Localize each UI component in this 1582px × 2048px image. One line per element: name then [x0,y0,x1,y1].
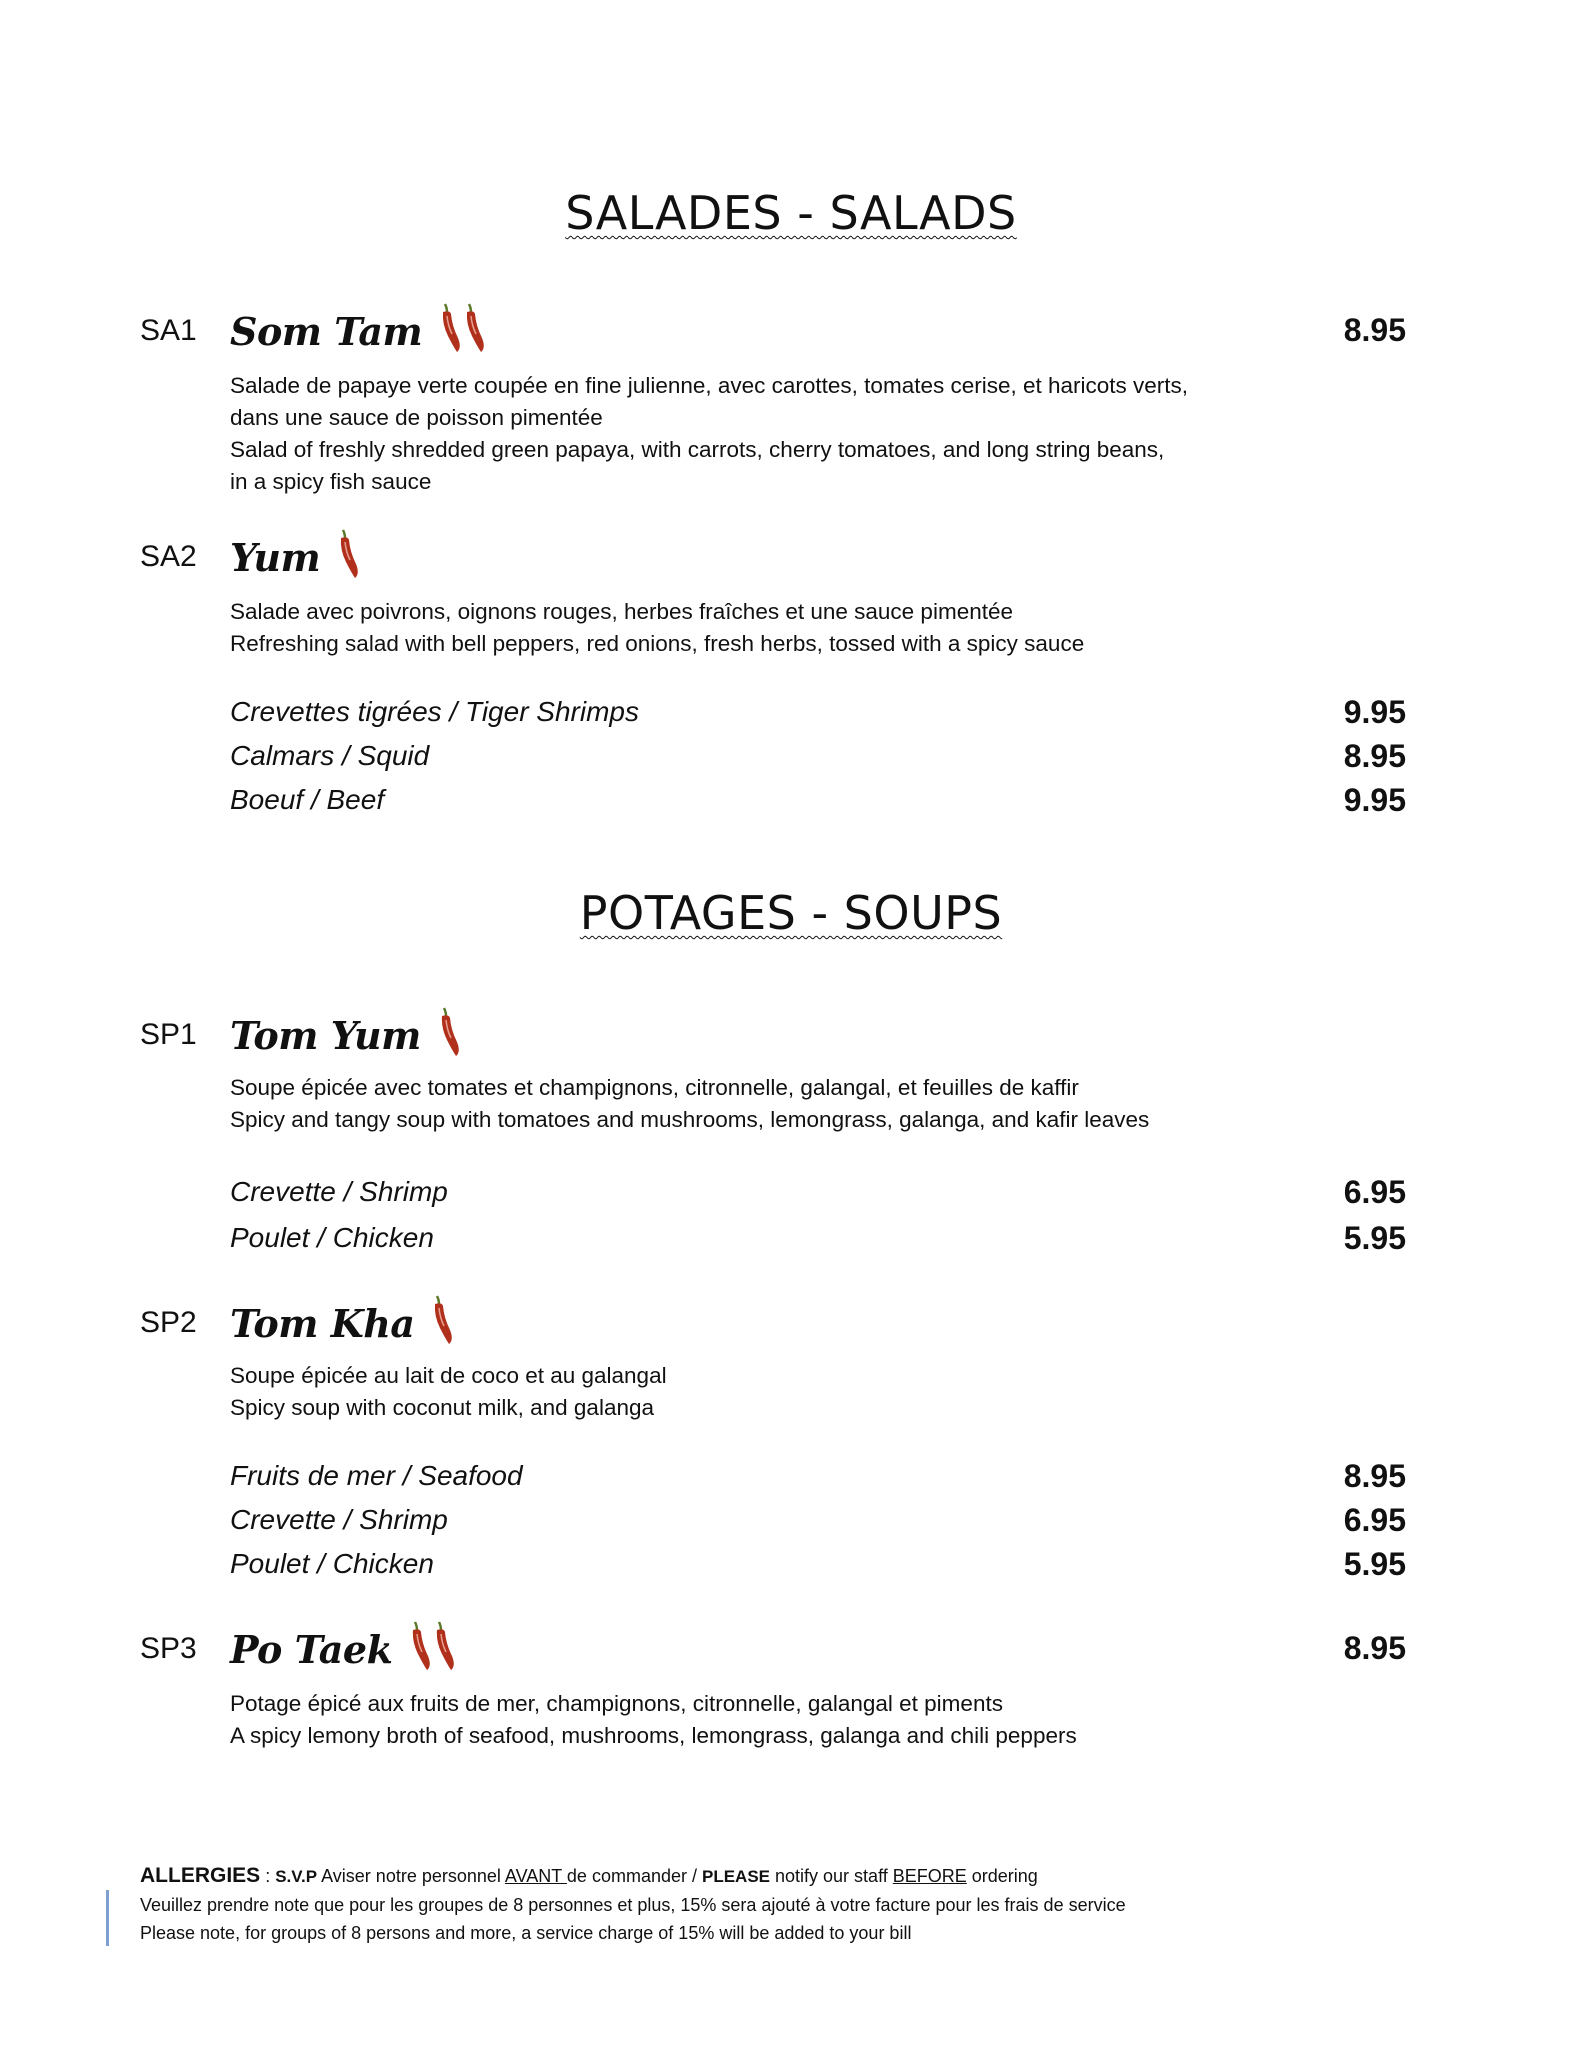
chili-spice-icons [430,1294,454,1346]
dish-name-tom-yum [230,1006,461,1058]
option-label: Crevette / Shrimp [230,1176,448,1207]
option-price: 5.95 [1343,1220,1406,1256]
dish-name-text: Tom Yum [230,1013,421,1058]
description-line: Salad of freshly shredded green papaya, with carrots, cherry tomatoes, and long string beans, [230,437,1165,462]
chili-spice-icons [438,302,486,354]
option-label: Fruits de mer / Seafood [230,1460,523,1491]
item-description [230,1360,667,1424]
allergies-fr-pre: Aviser notre personnel [317,1866,505,1886]
dish-name-som-tam [230,302,486,354]
description-line: Soupe épicée au lait de coco et au galangal [230,1363,667,1388]
allergies-line [140,1862,1126,1891]
option-price: 9.95 [1343,694,1406,730]
item-code: SA2 [140,540,197,573]
allergies-label: ALLERGIES [140,1864,261,1887]
item-description [230,370,1188,498]
service-charge-fr: Veuillez prendre note que pour les groupes de 8 personnes et plus, 15% sera ajouté à votre facture pour les frais de service [140,1895,1126,1915]
dish-name-tom-kha [230,1294,454,1346]
option-price: 6.95 [1343,1502,1406,1538]
option-price: 5.95 [1343,1546,1406,1582]
option-label: Crevette / Shrimp [230,1504,448,1535]
chili-pepper-icon [336,528,360,580]
item-description [230,1072,1149,1136]
please-text: PLEASE [701,1867,771,1886]
option-price: 8.95 [1343,1458,1406,1494]
dish-name-text: Tom Kha [230,1301,415,1346]
chili-spice-icons [437,1006,461,1058]
option-price: 9.95 [1343,782,1406,818]
dish-name-text: Yum [230,535,321,580]
chili-pepper-icon [408,1620,432,1672]
description-line: Soupe épicée avec tomates et champignons, citronnelle, galangal, et feuilles de kaffir [230,1075,1079,1100]
service-charge-en: Please note, for groups of 8 persons and more, a service charge of 15% will be added to your bill [140,1923,912,1943]
option-price: 8.95 [1343,738,1406,774]
description-line: Salade de papaye verte coupée en fine julienne, avec carottes, tomates cerise, et haricots verts, [230,373,1189,398]
footer-notice [140,1862,1126,1947]
option-price: 6.95 [1343,1174,1406,1210]
dish-name-text: Som Tam [230,309,423,354]
dish-name-text: Po Taek [230,1627,393,1672]
allergies-sep: : [260,1866,276,1886]
description-line: in a spicy fish sauce [230,469,432,494]
option-label: Calmars / Squid [230,740,430,771]
allergies-en-pre: notify our staff [770,1866,893,1886]
allergies-en-before: BEFORE [892,1866,967,1886]
dish-name-yum [230,528,360,580]
section-title-salads: SALADES - SALADS [565,186,1017,240]
description-line: Refreshing salad with bell peppers, red onions, fresh herbs, tossed with a spicy sauce [230,631,1085,656]
chili-pepper-icon [437,1006,461,1058]
description-line: Potage épicé aux fruits de mer, champignons, citronnelle, galangal et piments [230,1691,1003,1716]
item-code: SA1 [140,314,197,347]
option-label: Poulet / Chicken [230,1548,434,1579]
section-title-soups: POTAGES - SOUPS [579,886,1003,940]
chili-pepper-icon [430,1294,454,1346]
dish-name-po-taek [230,1620,456,1672]
item-price: 8.95 [1343,1630,1406,1666]
chili-pepper-icon [438,302,462,354]
item-description [230,596,1084,660]
item-code: SP2 [140,1306,197,1339]
allergies-fr-post: de commander / [566,1866,702,1886]
option-label: Boeuf / Beef [230,784,385,815]
option-label: Crevettes tigrées / Tiger Shrimps [230,696,639,727]
allergies-en-post: ordering [966,1866,1038,1886]
footer-accent-bar [106,1890,109,1946]
svp-text: S.V.P [275,1867,318,1886]
item-code: SP3 [140,1632,197,1665]
chili-spice-icons [336,528,360,580]
chili-pepper-icon [432,1620,456,1672]
description-line: dans une sauce de poisson pimentée [230,405,603,430]
description-line: A spicy lemony broth of seafood, mushrooms, lemongrass, galanga and chili peppers [230,1723,1077,1748]
item-price: 8.95 [1343,312,1406,348]
description-line: Salade avec poivrons, oignons rouges, herbes fraîches et une sauce pimentée [230,599,1013,624]
option-label: Poulet / Chicken [230,1222,434,1253]
chili-spice-icons [408,1620,456,1672]
description-line: Spicy and tangy soup with tomatoes and mushrooms, lemongrass, galanga, and kafir leaves [230,1107,1150,1132]
item-code: SP1 [140,1018,197,1051]
allergies-fr-avant: AVANT [504,1866,567,1886]
description-line: Spicy soup with coconut milk, and galanga [230,1395,654,1420]
chili-pepper-icon [462,302,486,354]
item-description [230,1688,1077,1752]
